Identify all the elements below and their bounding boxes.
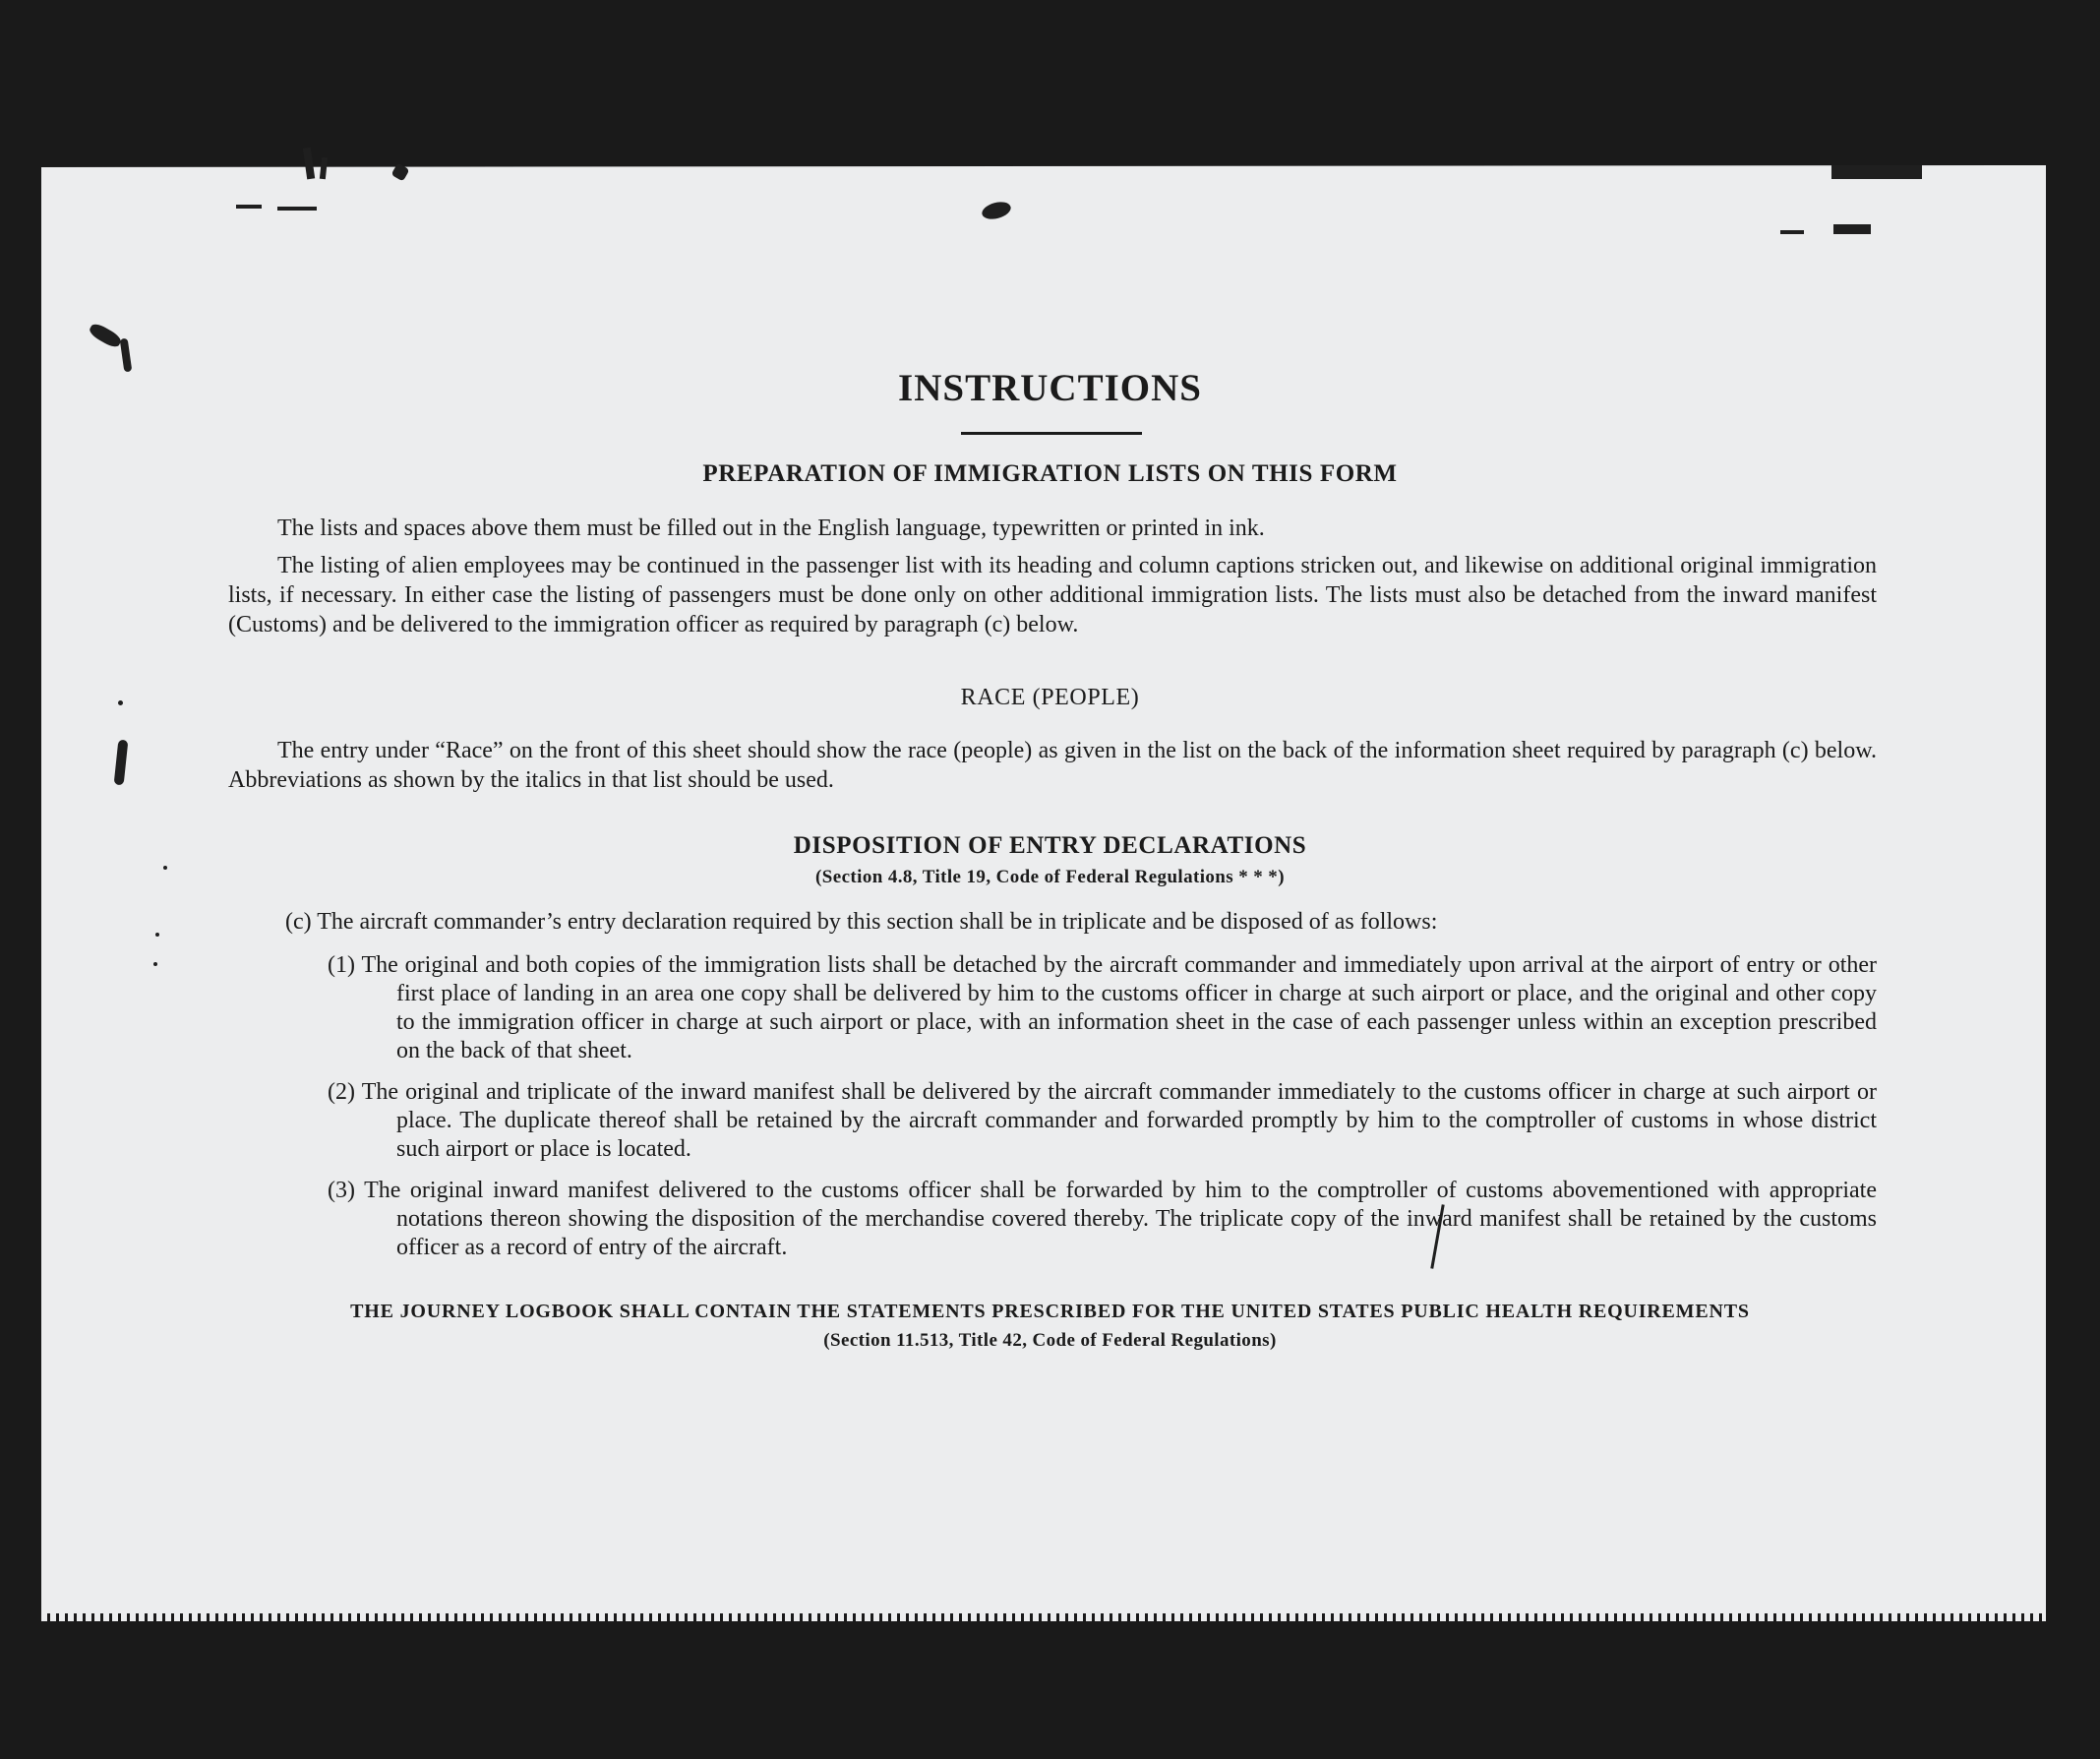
- footer-statement: THE JOURNEY LOGBOOK SHALL CONTAIN THE STATEMENTS PRESCRIBED FOR THE UNITED STATES PUBLIC HEALTH REQUIREMENTS: [350, 1301, 1750, 1322]
- section-heading-disposition: DISPOSITION OF ENTRY DECLARATIONS: [793, 832, 1307, 859]
- paragraph-preparation-2: The listing of alien employees may be continued in the passenger list with its heading and column captions stricken out, and likewise on additional original immigration lists, if necessary. In either case the listing of passengers must be done only on other additional immigration lists. The lists must also be detached from the inward manifest (Customs) and be delivered to the immigration officer as required by paragraph (c) below.: [228, 553, 1877, 637]
- list-item-disposition-3: (3) The original inward manifest delivered to the customs officer shall be forwarded by him to the comptroller of customs abovementioned with appropriate notations thereon showing the disposition of the merchandise covered thereby. The triplicate copy of the inward manifest shall be retained by the customs officer as a record of entry of the aircraft.: [328, 1178, 1877, 1260]
- page-title: INSTRUCTIONS: [898, 367, 1202, 409]
- section-subheading-disposition: (Section 4.8, Title 19, Code of Federal Regulations * * *): [815, 867, 1285, 887]
- list-item-disposition-2: (2) The original and triplicate of the inward manifest shall be delivered by the aircraft commander immediately to the customs officer in charge at such airport or place. The duplicate thereof shall be retained by the aircraft commander and forwarded promptly by him to the comptroller of customs in whose district such airport or place is located.: [328, 1079, 1877, 1162]
- paragraph-preparation-1: The lists and spaces above them must be filled out in the English language, typewritten or printed in ink.: [277, 516, 1265, 541]
- section-heading-race: RACE (PEOPLE): [960, 685, 1140, 710]
- paragraph-disposition-lead: (c) The aircraft commander’s entry declaration required by this section shall be in triplicate and be disposed of as follows:: [285, 909, 1438, 935]
- title-underline: [961, 432, 1142, 435]
- list-item-disposition-1: (1) The original and both copies of the immigration lists shall be detached by the aircraft commander and immediately upon arrival at the airport of entry or other first place of landing in an area one copy shall be delivered by him to the customs officer in charge at such airport or place, and the original and other copy to the immigration officer in charge at such airport or place, with an information sheet in the case of each passenger unless within an exception prescribed on the back of that sheet.: [328, 952, 1877, 1063]
- paragraph-race: The entry under “Race” on the front of this sheet should show the race (people) as given in the list on the back of the information sheet required by paragraph (c) below. Abbreviations as shown by the italics in that list should be used.: [228, 738, 1877, 793]
- section-heading-preparation: PREPARATION OF IMMIGRATION LISTS ON THIS FORM: [702, 460, 1398, 487]
- footer-citation: (Section 11.513, Title 42, Code of Federal Regulations): [823, 1330, 1277, 1351]
